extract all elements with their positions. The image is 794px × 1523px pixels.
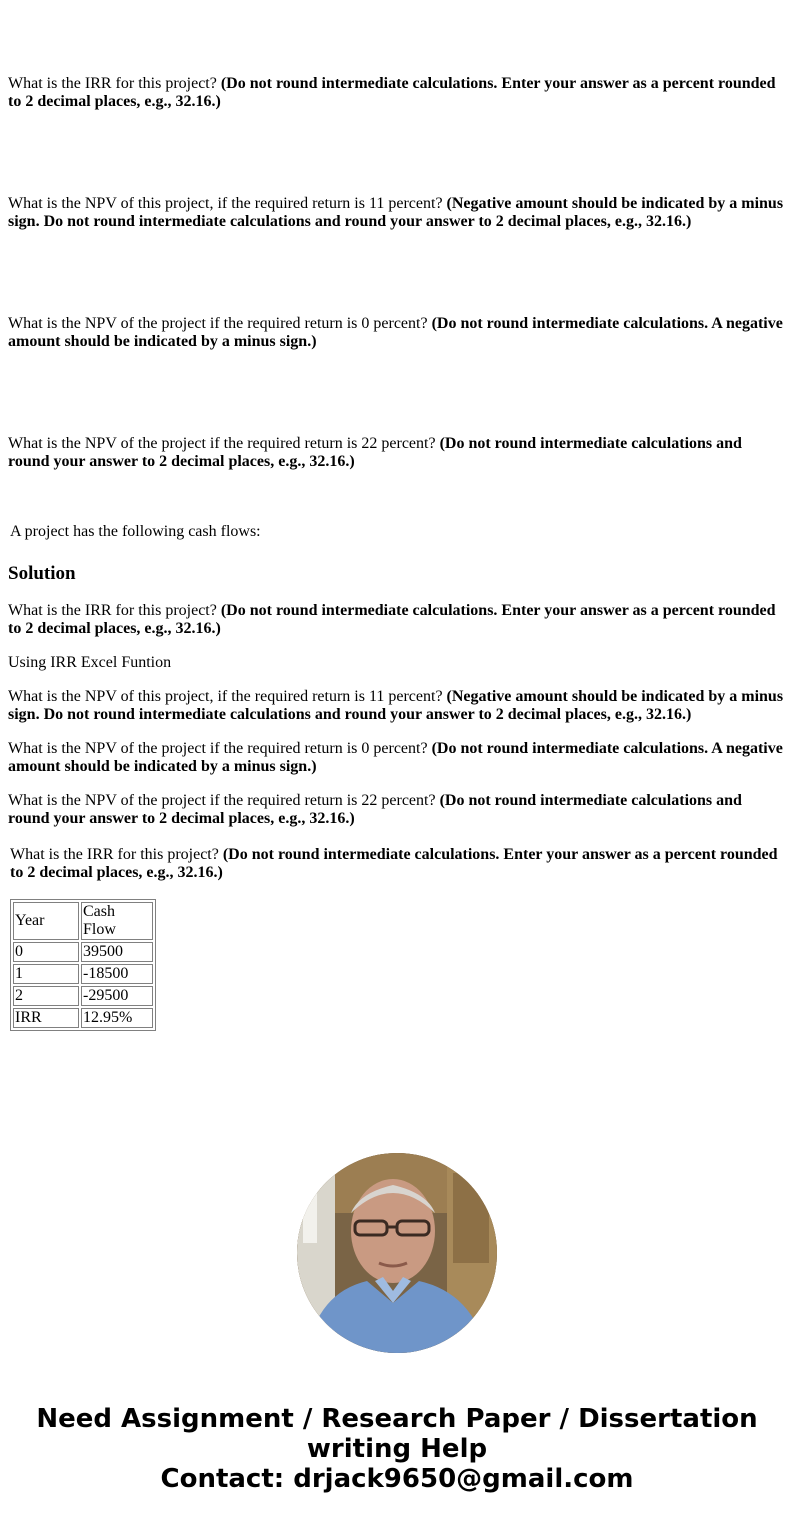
solution-question-npv-11 [8, 688, 786, 724]
cash-flow-cell: 39500 [81, 942, 153, 962]
table-header-row [13, 902, 153, 940]
year-cell: 1 [13, 964, 79, 984]
question-instruction: (Do not round intermediate calculations and round your answer to 2 decimal places, e.g., 32.16.) [8, 435, 742, 470]
banner-line-3: Contact: drjack9650@gmail.com [160, 1464, 634, 1494]
header-year: Year [13, 902, 79, 940]
question-text: What is the NPV of this project, if the required return is 11 percent? [8, 688, 447, 705]
contact-banner [0, 1404, 794, 1494]
banner-line-2: writing Help [306, 1434, 488, 1464]
question-npv-0 [8, 315, 786, 351]
question-irr [8, 75, 786, 111]
question-text: What is the IRR for this project? [8, 75, 221, 92]
question-instruction: (Do not round intermediate calculations. A negative amount should be indicated by a minus sign.) [8, 315, 783, 350]
solution-question-irr-repeat [10, 846, 786, 882]
header-cash-flow: Cash Flow [81, 902, 153, 940]
table-row [13, 986, 153, 1006]
question-text: What is the NPV of this project, if the required return is 11 percent? [8, 195, 447, 212]
question-text: What is the IRR for this project? [8, 602, 221, 619]
table-row [13, 942, 153, 962]
question-instruction: (Do not round intermediate calculations. Enter your answer as a percent rounded to 2 decimal places, e.g., 32.16.) [8, 602, 776, 637]
intro-text: A project has the following cash flows: [10, 523, 261, 540]
method-note: Using IRR Excel Funtion [8, 654, 172, 671]
question-instruction: (Do not round intermediate calculations. A negative amount should be indicated by a minus sign.) [8, 740, 783, 775]
question-npv-22 [8, 435, 786, 471]
year-cell: 2 [13, 986, 79, 1006]
solution-question-irr [8, 602, 786, 638]
question-npv-11 [8, 195, 786, 231]
avatar-portrait-image [297, 1153, 497, 1353]
cash-flow-cell: 12.95% [81, 1008, 153, 1028]
avatar [297, 1153, 497, 1353]
table-row [13, 964, 153, 984]
cash-flow-cell: -29500 [81, 986, 153, 1006]
question-instruction: (Negative amount should be indicated by a minus sign. Do not round intermediate calculations and round your answer to 2 decimal places, e.g., 32.16.) [8, 688, 784, 723]
banner-line-1: Need Assignment / Research Paper / Dissertation [36, 1404, 758, 1434]
question-instruction: (Do not round intermediate calculations and round your answer to 2 decimal places, e.g., 32.16.) [8, 792, 742, 827]
question-text: What is the NPV of the project if the required return is 0 percent? [8, 315, 432, 332]
question-text: What is the NPV of the project if the required return is 22 percent? [8, 792, 440, 809]
solution-heading: Solution [8, 563, 76, 584]
question-text: What is the NPV of the project if the required return is 0 percent? [8, 740, 432, 757]
cash-flow-table [10, 899, 156, 1031]
question-text: What is the NPV of the project if the required return is 22 percent? [8, 435, 440, 452]
year-cell: 0 [13, 942, 79, 962]
solution-question-npv-22 [8, 792, 786, 828]
solution-question-npv-0 [8, 740, 786, 776]
question-instruction: (Negative amount should be indicated by a minus sign. Do not round intermediate calculations and round your answer to 2 decimal places, e.g., 32.16.) [8, 195, 784, 230]
question-instruction: (Do not round intermediate calculations. Enter your answer as a percent rounded to 2 decimal places, e.g., 32.16.) [8, 75, 776, 110]
question-instruction: (Do not round intermediate calculations. Enter your answer as a percent rounded to 2 decimal places, e.g., 32.16.) [10, 846, 778, 881]
cash-flow-cell: -18500 [81, 964, 153, 984]
question-text: What is the IRR for this project? [10, 846, 223, 863]
table-row [13, 1008, 153, 1028]
year-cell: IRR [13, 1008, 79, 1028]
